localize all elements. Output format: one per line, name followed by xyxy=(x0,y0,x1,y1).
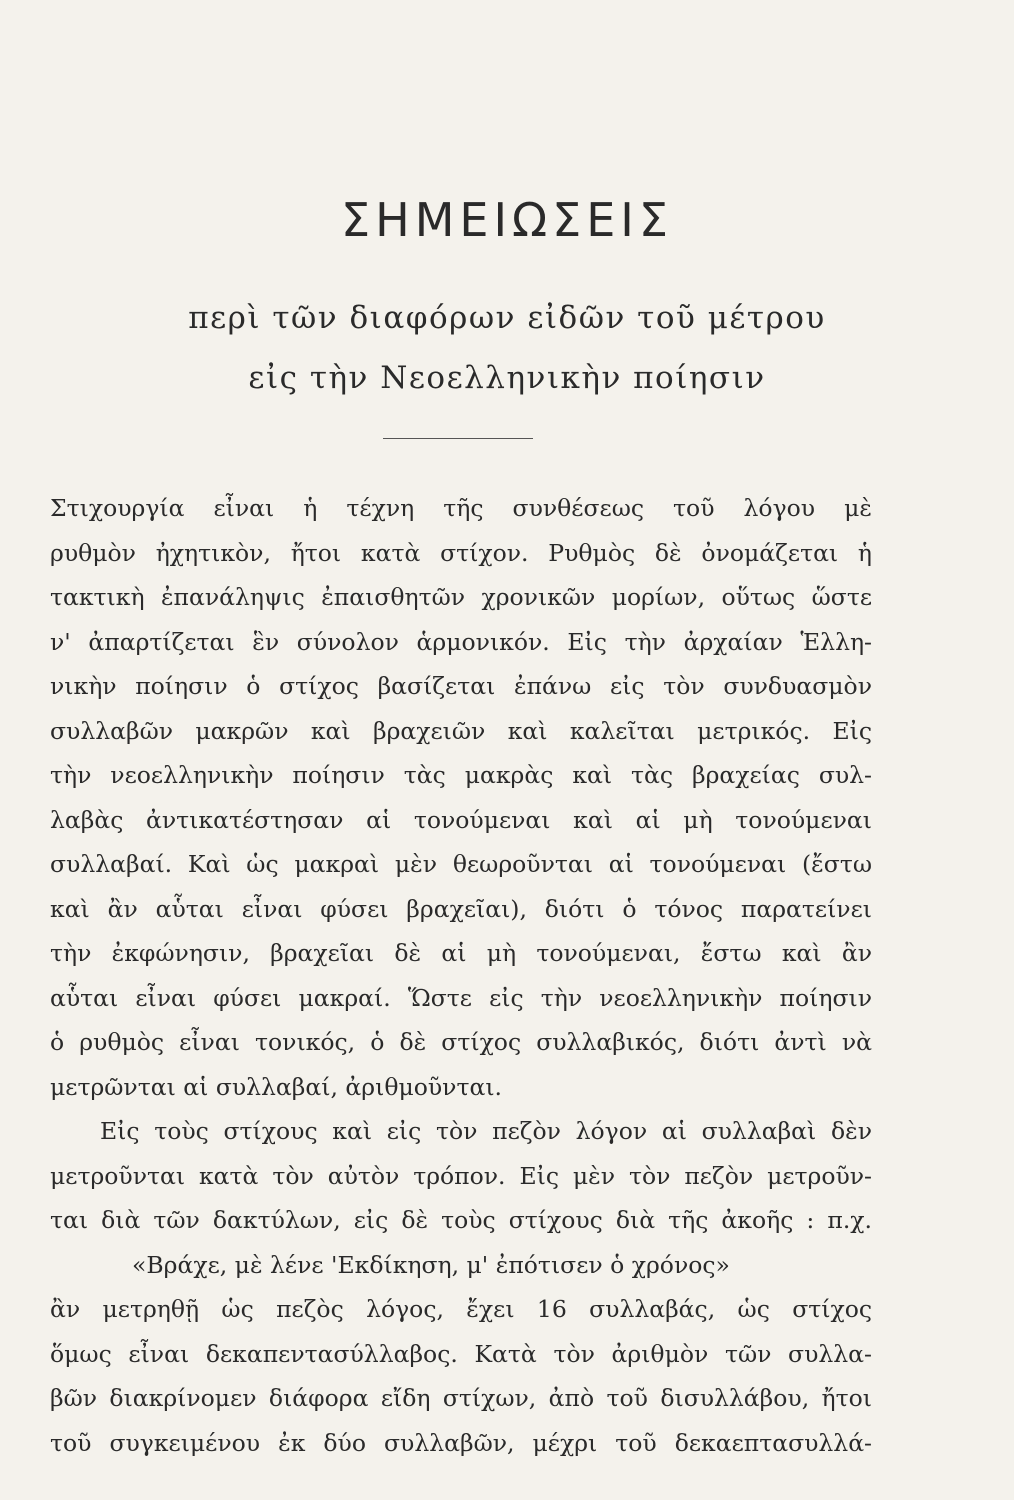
text-line: βῶν διακρίνομεν διάφορα εἴδη στίχων, ἀπὸ τοῦ δισυλλάβου, ἤτοι xyxy=(50,1384,872,1412)
text-line: μετρῶνται αἱ συλλαβαί, ἀριθμοῦνται. xyxy=(50,1072,503,1101)
text-line: ὅμως εἶναι δεκαπεντασύλλαβος. Κατὰ τὸν ἀριθμὸν τῶν συλλα- xyxy=(50,1339,872,1368)
text-line: Στιχουργία εἶναι ἡ τέχνη τῆς συνθέσεως τοῦ λόγου μὲ xyxy=(50,494,872,522)
text-line: τὴν νεοελληνικὴν ποίησιν τὰς μακρὰς καὶ τὰς βραχείας συλ- xyxy=(50,761,872,789)
verse-quote: «Βράχε, μὲ λένε 'Εκδίκηση, μ' ἐπότισεν ὁ χρόνος» xyxy=(132,1250,730,1279)
page-title: ΣΗΜΕΙΩΣΕΙΣ xyxy=(341,193,673,247)
text-line: Εἰς τοὺς στίχους καὶ εἰς τὸν πεζὸν λόγον αἱ συλλαβαὶ δὲν xyxy=(100,1117,872,1145)
text-line: καὶ ἂν αὗται εἶναι φύσει βραχεῖαι), διότι ὁ τόνος παρατείνει xyxy=(50,894,872,923)
text-line: αὗται εἶναι φύσει μακραί. Ὥστε εἰς τὴν νεοελληνικὴν ποίησιν xyxy=(50,983,872,1012)
text-line: συλλαβαί. Καὶ ὡς μακραὶ μὲν θεωροῦνται αἱ τονούμεναι (ἔστω xyxy=(50,850,872,878)
text-line: νικὴν ποίησιν ὁ στίχος βασίζεται ἐπάνω εἰς τὸν συνδυασμὸν xyxy=(50,672,872,700)
subtitle-line-1: περὶ τῶν διαφόρων εἰδῶν τοῦ μέτρου xyxy=(188,300,826,336)
text-line: τὴν ἐκφώνησιν, βραχεῖαι δὲ αἱ μὴ τονούμεναι, ἔστω καὶ ἂν xyxy=(50,939,872,967)
subtitle-line-2: εἰς τὴν Νεοελληνικὴν ποίησιν xyxy=(248,360,766,396)
body-text xyxy=(50,486,872,1465)
divider-rule xyxy=(383,438,533,439)
text-line: ρυθμὸν ἠχητικὸν, ἤτοι κατὰ στίχον. Ρυθμὸς δὲ ὀνομάζεται ἡ xyxy=(50,538,872,567)
text-line: λαβὰς ἀντικατέστησαν αἱ τονούμεναι καὶ αἱ μὴ τονούμεναι xyxy=(50,805,872,834)
text-line: ν' ἀπαρτίζεται ἓν σύνολον ἁρμονικόν. Εἰς τὴν ἀρχαίαν Ἑλλη- xyxy=(50,627,872,656)
text-line: συλλαβῶν μακρῶν καὶ βραχειῶν καὶ καλεῖται μετρικός. Εἰς xyxy=(50,716,872,745)
text-line: ὁ ρυθμὸς εἶναι τονικός, ὁ δὲ στίχος συλλαβικός, διότι ἀντὶ νὰ xyxy=(50,1028,872,1056)
text-line: ται διὰ τῶν δακτύλων, εἰς δὲ τοὺς στίχους διὰ τῆς ἀκοῆς : π.χ. xyxy=(50,1206,872,1234)
text-line: μετροῦνται κατὰ τὸν αὐτὸν τρόπον. Εἰς μὲν τὸν πεζὸν μετροῦν- xyxy=(50,1161,872,1190)
text-line: ἂν μετρηθῇ ὡς πεζὸς λόγος, ἔχει 16 συλλαβάς, ὡς στίχος xyxy=(50,1295,872,1323)
text-line: τοῦ συγκειμένου ἐκ δύο συλλαβῶν, μέχρι τοῦ δεκαεπτασυλλά- xyxy=(50,1428,872,1457)
text-line: τακτικὴ ἐπανάληψις ἐπαισθητῶν χρονικῶν μορίων, οὕτως ὥστε xyxy=(50,583,872,611)
